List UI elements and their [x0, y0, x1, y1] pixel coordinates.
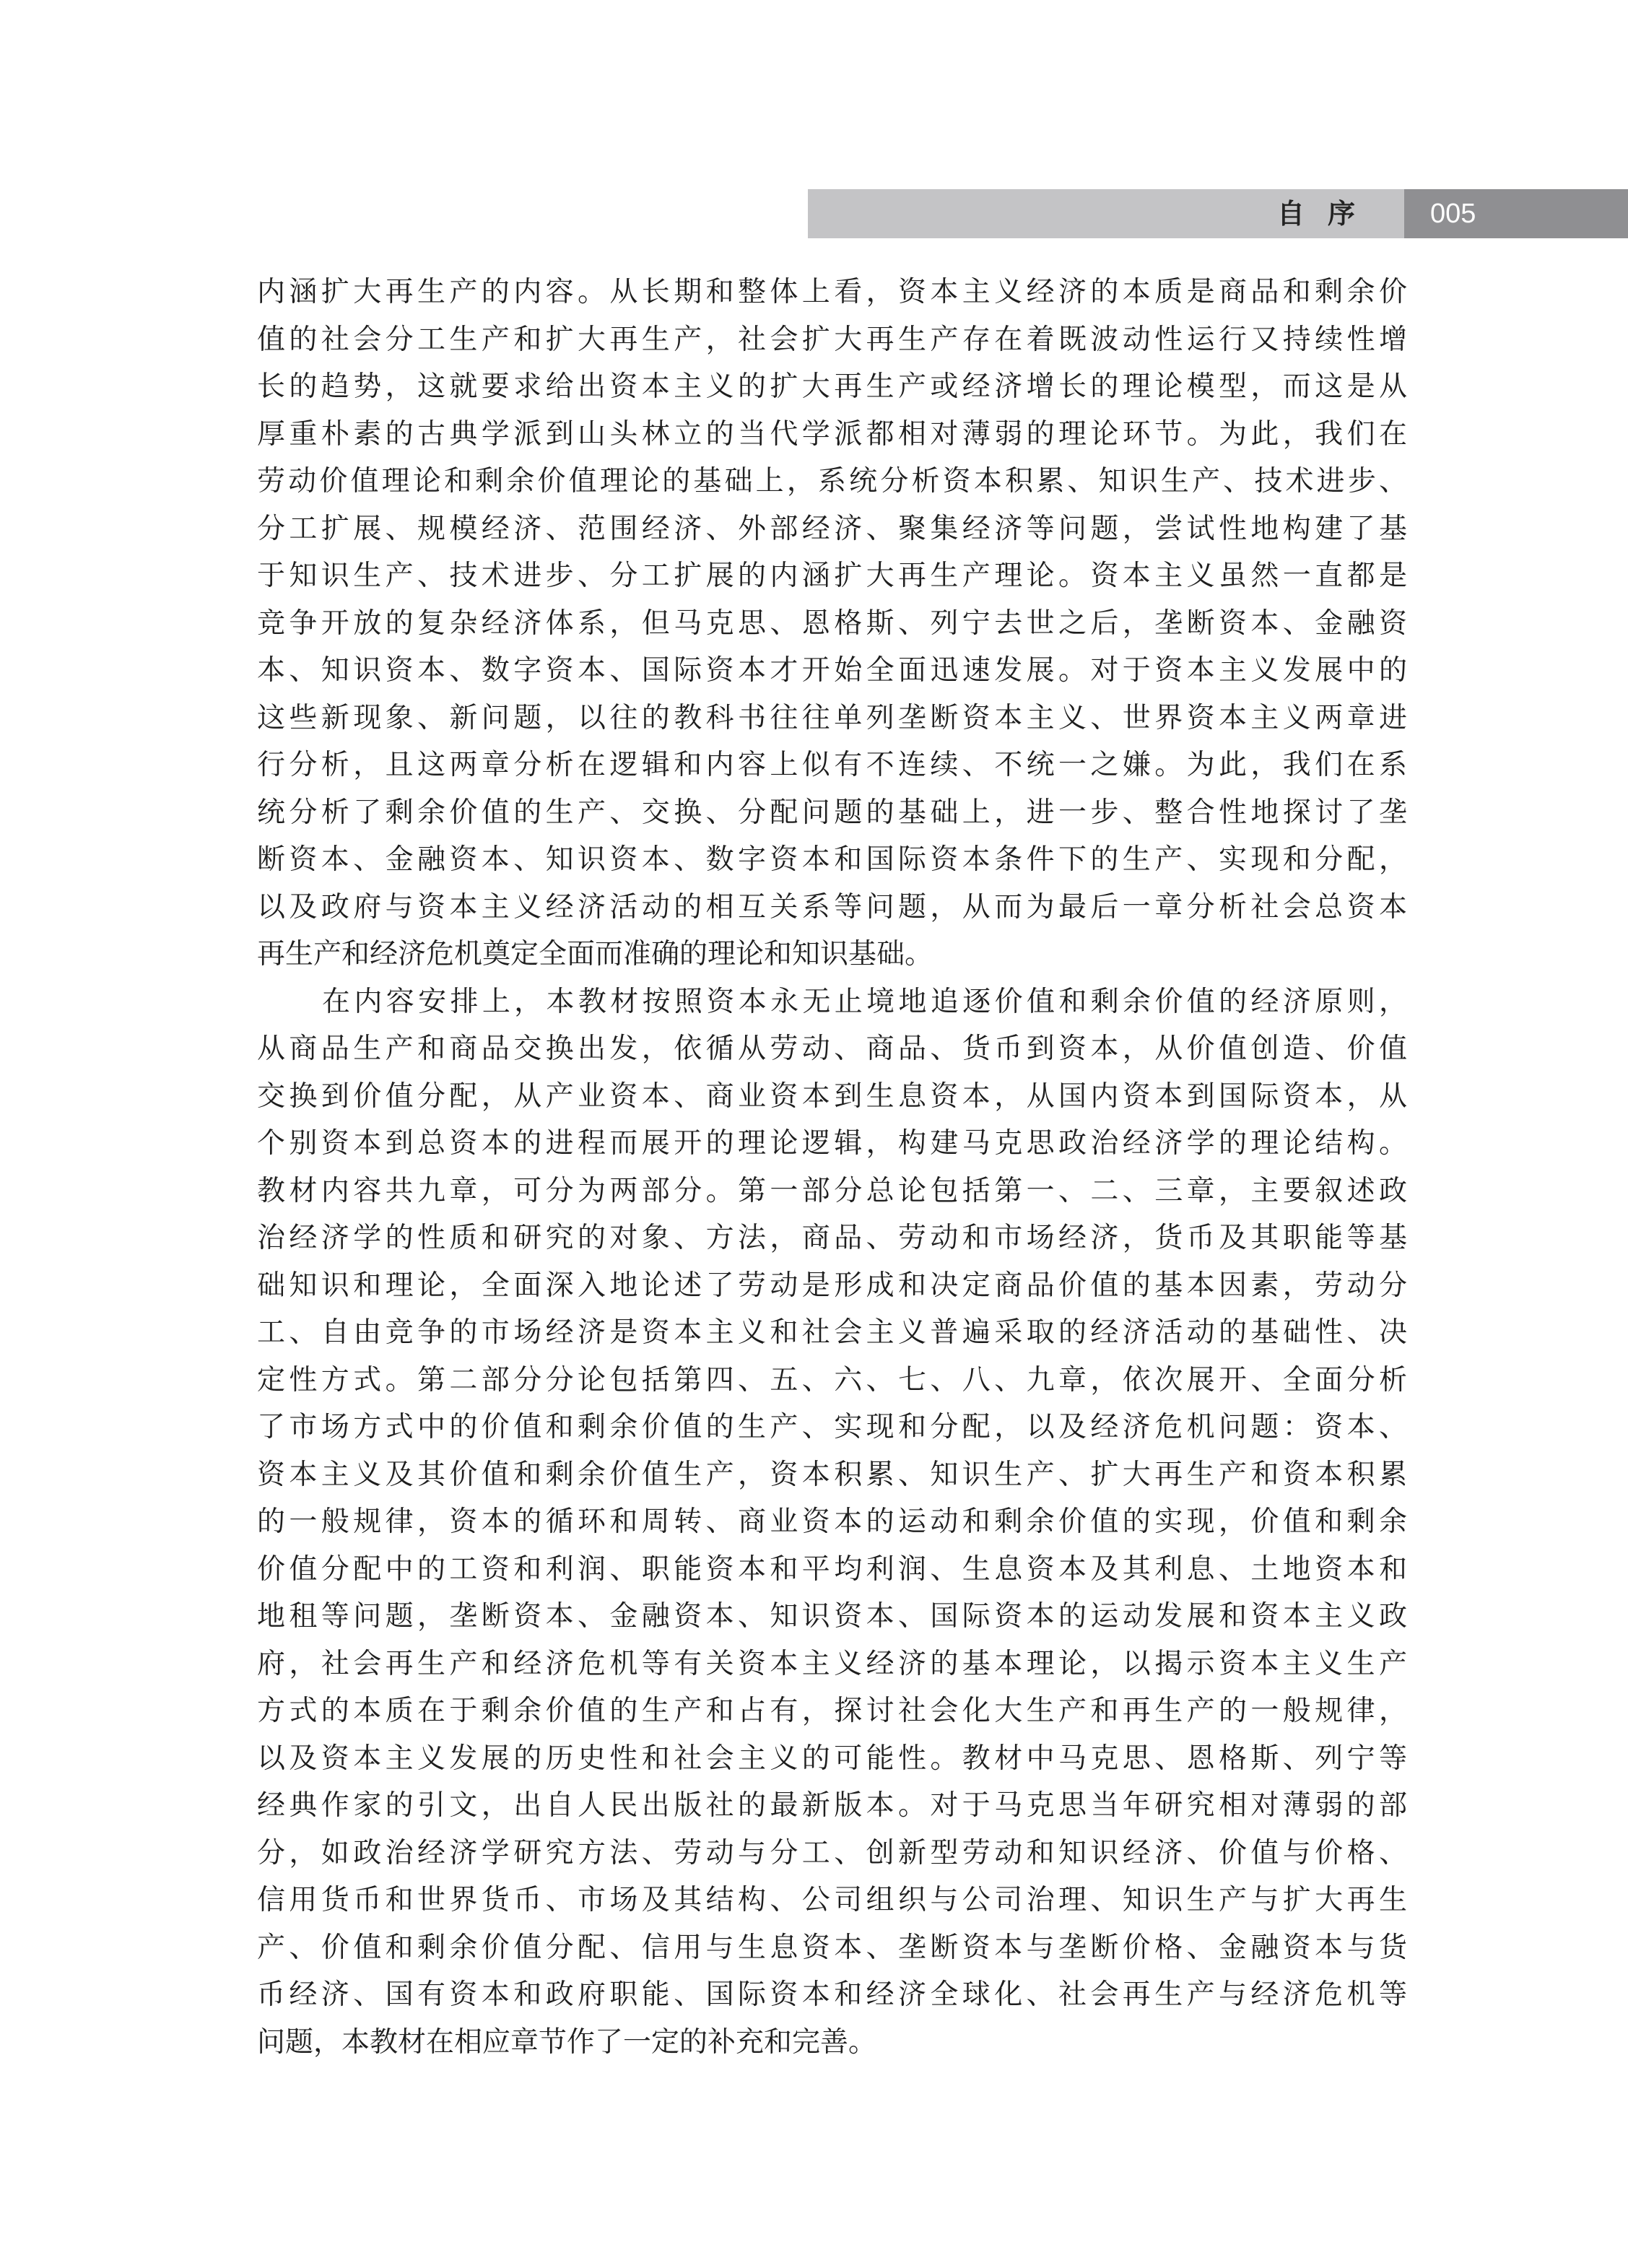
text-line: 资本主义及其价值和剩余价值生产，资本积累、知识生产、扩大再生产和资本积累	[257, 1458, 1407, 1491]
paragraph-2	[257, 978, 1407, 2067]
paragraph-1	[257, 269, 1407, 978]
running-header	[808, 189, 1628, 238]
text-line: 分，如政治经济学研究方法、劳动与分工、创新型劳动和知识经济、价值与价格、	[257, 1836, 1407, 1869]
text-line: 于知识生产、技术进步、分工扩展的内涵扩大再生产理论。资本主义虽然一直都是	[257, 560, 1407, 592]
text-line: 在内容安排上，本教材按照资本永无止境地追逐价值和剩余价值的经济原则，	[322, 985, 1407, 1018]
text-line: 值的社会分工生产和扩大再生产，社会扩大再生产存在着既波动性运行又持续性增	[257, 323, 1407, 356]
text-line: 的一般规律，资本的循环和周转、商业资本的运动和剩余价值的实现，价值和剩余	[257, 1506, 1407, 1538]
text-line: 厚重朴素的古典学派到山头林立的当代学派都相对薄弱的理论环节。为此，我们在	[257, 417, 1407, 451]
text-line: 竞争开放的复杂经济体系，但马克思、恩格斯、列宁去世之后，垄断资本、金融资	[257, 607, 1407, 640]
text-line: 统分析了剩余价值的生产、交换、分配问题的基础上，进一步、整合性地探讨了垄	[257, 796, 1407, 829]
text-line: 内涵扩大再生产的内容。从长期和整体上看，资本主义经济的本质是商品和剩余价	[257, 276, 1407, 308]
text-line: 础知识和理论，全面深入地论述了劳动是形成和决定商品价值的基本因素，劳动分	[257, 1269, 1407, 1302]
text-line: 以及资本主义发展的历史性和社会主义的可能性。教材中马克思、恩格斯、列宁等	[257, 1742, 1407, 1775]
text-line: 工、自由竞争的市场经济是资本主义和社会主义普遍采取的经济活动的基础性、决	[257, 1316, 1407, 1349]
text-line: 本、知识资本、数字资本、国际资本才开始全面迅速发展。对于资本主义发展中的	[257, 654, 1407, 687]
chapter-title: 自序	[1276, 198, 1378, 230]
text-line: 信用货币和世界货币、市场及其结构、公司组织与公司治理、知识生产与扩大再生	[257, 1884, 1407, 1916]
text-line: 价值分配中的工资和利润、职能资本和平均利润、生息资本及其利息、土地资本和	[257, 1552, 1407, 1586]
text-line: 教材内容共九章，可分为两部分。第一部分总论包括第一、二、三章，主要叙述政	[257, 1174, 1407, 1207]
text-line: 定性方式。第二部分分论包括第四、五、六、七、八、九章，依次展开、全面分析	[257, 1363, 1407, 1396]
text-line: 地租等问题，垄断资本、金融资本、知识资本、国际资本的运动发展和资本主义政	[257, 1600, 1407, 1633]
text-line: 方式的本质在于剩余价值的生产和占有，探讨社会化大生产和再生产的一般规律，	[257, 1695, 1407, 1727]
text-line: 行分析，且这两章分析在逻辑和内容上似有不连续、不统一之嫌。为此，我们在系	[257, 749, 1407, 781]
text-line: 问题，本教材在相应章节作了一定的补充和完善。	[257, 2025, 877, 2059]
text-line: 交换到价值分配，从产业资本、商业资本到生息资本，从国内资本到国际资本，从	[257, 1079, 1407, 1113]
text-line: 府，社会再生产和经济危机等有关资本主义经济的基本理论，以揭示资本主义生产	[257, 1647, 1407, 1680]
text-line: 以及政府与资本主义经济活动的相互关系等问题，从而为最后一章分析社会总资本	[257, 890, 1407, 924]
text-line: 治经济学的性质和研究的对象、方法，商品、劳动和市场经济，货币及其职能等基	[257, 1222, 1407, 1254]
text-line: 劳动价值理论和剩余价值理论的基础上，系统分析资本积累、知识生产、技术进步、	[257, 465, 1407, 498]
text-line: 币经济、国有资本和政府职能、国际资本和经济全球化、社会再生产与经济危机等	[257, 1978, 1407, 2011]
page-number: 005	[1430, 199, 1476, 229]
text-line: 这些新现象、新问题，以往的教科书往往单列垄断资本主义、世界资本主义两章进	[257, 701, 1407, 734]
text-line: 长的趋势，这就要求给出资本主义的扩大再生产或经济增长的理论模型，而这是从	[257, 370, 1407, 403]
header-title-panel	[808, 189, 1404, 238]
text-line: 从商品生产和商品交换出发，依循从劳动、商品、货币到资本，从价值创造、价值	[257, 1033, 1407, 1065]
text-line: 分工扩展、规模经济、范围经济、外部经济、聚集经济等问题，尝试性地构建了基	[257, 512, 1407, 545]
text-line: 经典作家的引文，出自人民出版社的最新版本。对于马克思当年研究相对薄弱的部	[257, 1789, 1407, 1822]
text-line: 再生产和经济危机奠定全面而准确的理论和知识基础。	[257, 938, 933, 970]
body-text	[257, 269, 1407, 2066]
header-page-panel	[1404, 189, 1628, 238]
text-line: 断资本、金融资本、知识资本、数字资本和国际资本条件下的生产、实现和分配，	[257, 843, 1407, 876]
text-line: 了市场方式中的价值和剩余价值的生产、实现和分配，以及经济危机问题：资本、	[257, 1411, 1407, 1443]
text-line: 个别资本到总资本的进程而展开的理论逻辑，构建马克思政治经济学的理论结构。	[257, 1127, 1407, 1160]
text-line: 产、价值和剩余价值分配、信用与生息资本、垄断资本与垄断价格、金融资本与货	[257, 1931, 1407, 1964]
